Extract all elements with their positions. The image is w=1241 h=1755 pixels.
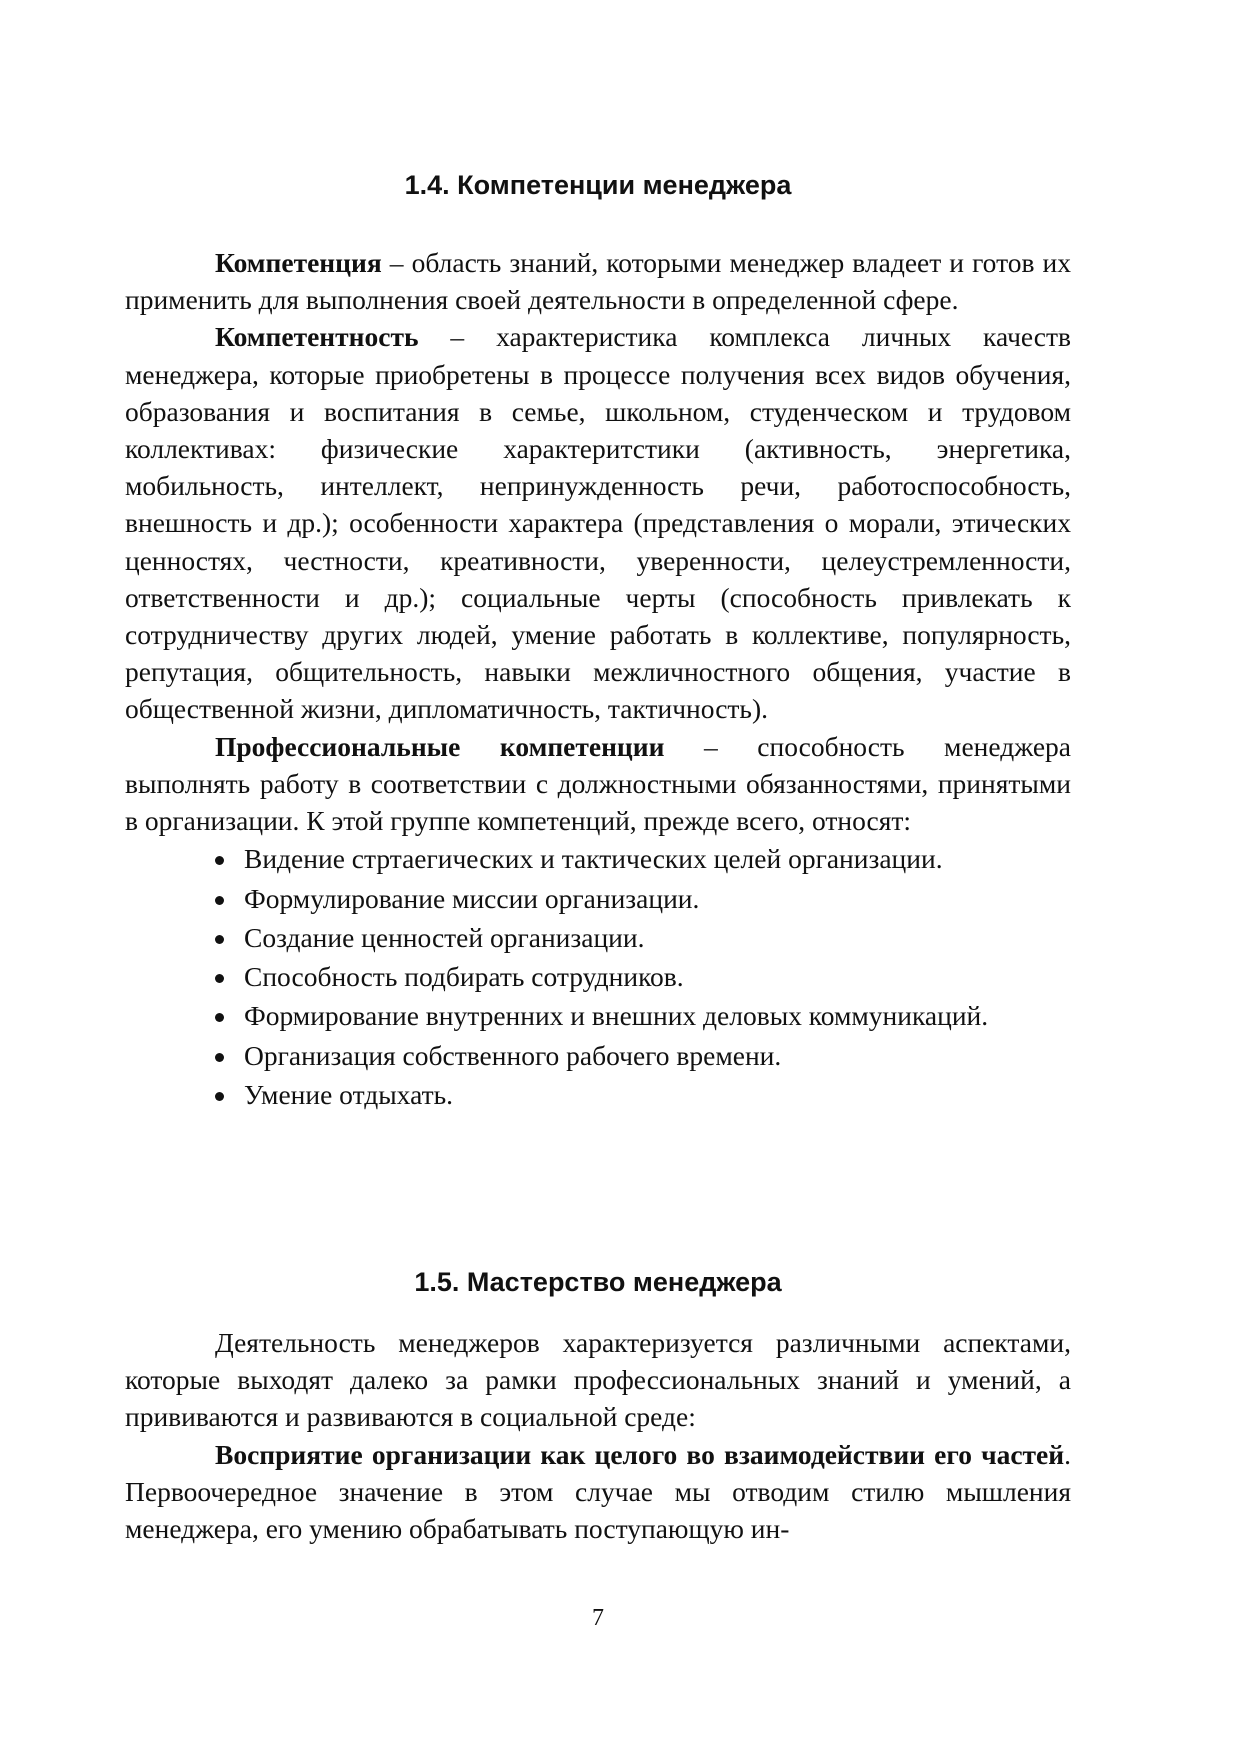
list-item bbox=[213, 996, 1071, 1035]
bullet-icon bbox=[215, 974, 224, 983]
paragraph-organization-perception bbox=[125, 1436, 1071, 1548]
list-item-text: Формирование внутренних и внешних деловых коммуникаций. bbox=[244, 1000, 989, 1032]
list-item-text: Формулирование миссии организации. bbox=[244, 882, 700, 914]
list-item bbox=[213, 918, 1071, 957]
list-item bbox=[213, 957, 1071, 996]
list-item-text: Организация собственного рабочего времени. bbox=[244, 1039, 782, 1071]
document-page bbox=[125, 0, 1071, 1755]
section-1-4-heading: 1.4. Компетенции менеджера bbox=[404, 170, 792, 200]
list-item-text: Видение стртаегических и тактических целей организации. bbox=[244, 843, 943, 875]
term-competency: Компетентность bbox=[215, 321, 419, 353]
paragraph-competence bbox=[125, 244, 1071, 318]
section-1-5-heading: 1.5. Мастерство менеджера bbox=[414, 1267, 782, 1297]
list-item-text: Создание ценностей организации. bbox=[244, 921, 645, 953]
page-number: 7 bbox=[592, 1605, 604, 1631]
bullet-icon bbox=[215, 1053, 224, 1062]
list-item-text: Умение отдыхать. bbox=[244, 1079, 454, 1111]
bullet-icon bbox=[215, 1013, 224, 1022]
list-item bbox=[213, 839, 1071, 878]
definition-organization-perception: . Первоочередное значение в этом случае мы отводим стилю мышления менеджера, его умению обрабатывать поступающую ин- bbox=[125, 1438, 1071, 1545]
paragraph-professional-competencies bbox=[125, 728, 1071, 840]
competencies-list bbox=[125, 839, 1071, 1114]
definition-competency: – характеристика комплекса личных качеств менеджера, которые приобретены в процессе получения всех видов обучения, образования и воспитания в семье, школьном, студенческом и трудовом коллективах: физические характеритстики (активность, энергетика, мобильность, интеллект, непринужденность речи, работоспособность, внешность и др.); особенности характера (представления о морали, этических ценностях, честности, креативности, уверенности, целеустремленности, ответственности и др.); социальные черты (способность привлекать к сотрудничеству других людей, умение работать в коллективе, популярность, репутация, общительность, навыки межличностного общения, участие в общественной жизни, дипломатичность, тактичность). bbox=[125, 321, 1071, 725]
term-competence: Компетенция bbox=[215, 247, 382, 278]
paragraph-competency bbox=[125, 318, 1071, 727]
definition-competence: – область знаний, которыми менеджер владеет и готов их применить для выполнения своей деятельности в определенной сфере. bbox=[125, 247, 1071, 316]
bullet-icon bbox=[215, 896, 224, 905]
list-item bbox=[213, 879, 1071, 918]
bullet-icon bbox=[215, 856, 224, 865]
list-item bbox=[213, 1036, 1071, 1075]
term-professional-competencies: Профессиональные компетенции bbox=[215, 730, 665, 762]
term-organization-perception: Восприятие организации как целого во взаимодействии его частей bbox=[215, 1438, 1065, 1470]
bullet-icon bbox=[215, 935, 224, 944]
list-item-text: Способность подбирать сотрудников. bbox=[244, 961, 684, 993]
paragraph-mastery-intro: Деятельность менеджеров характеризуется различными аспектами, которые выходят далеко за рамки профессиональных знаний и умений, а прививаются и развиваются в социальной среде: bbox=[125, 1327, 1071, 1433]
definition-professional-competencies: – способность менеджера выполнять работу в соответствии с должностными обязанностями, принятыми в организации. К этой группе компетенций, прежде всего, относят: bbox=[125, 730, 1072, 837]
list-item bbox=[213, 1075, 1071, 1114]
section-1-5-body bbox=[125, 1324, 1071, 1547]
section-1-4-body bbox=[125, 244, 1071, 1114]
bullet-icon bbox=[215, 1092, 224, 1101]
